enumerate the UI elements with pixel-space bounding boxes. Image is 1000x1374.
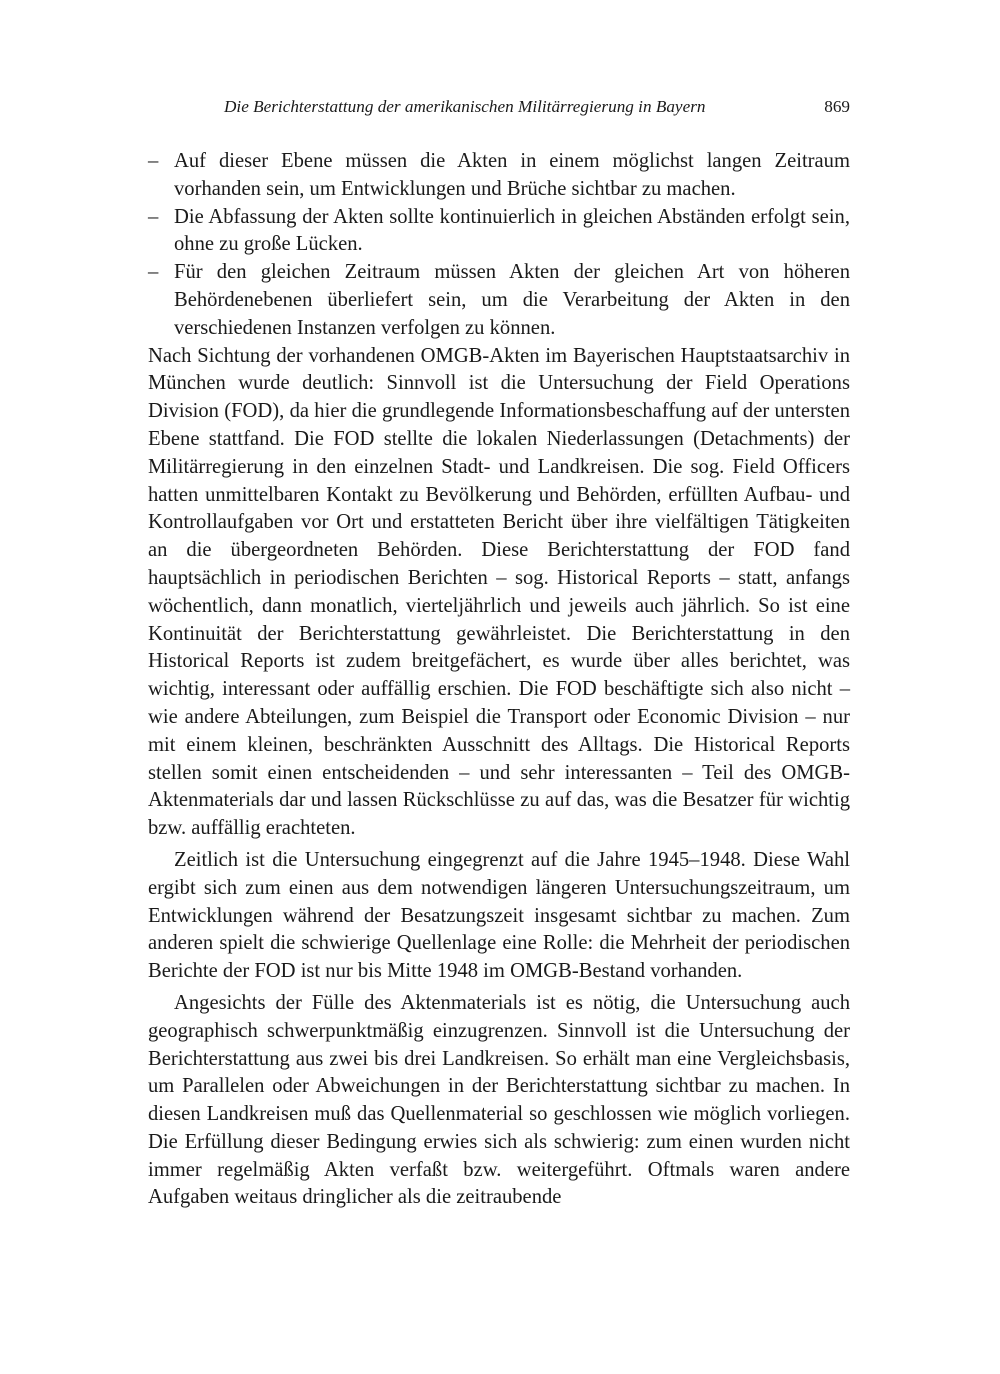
list-item	[148, 259, 850, 342]
dash-marker: –	[148, 150, 159, 172]
paragraph-time-frame: Zeitlich ist die Untersuchung eingegrenzt auf die Jahre 1945–1948. Diese Wahl ergibt sich zum einen aus dem notwendigen längeren Untersuchungszeitraum, um Entwicklungen während der Besatzungszeit insgesamt sichtbar zu machen. Zum anderen spielt die schwierige Quellenlage eine Rolle: die Mehrheit der periodischen Berichte der FOD ist nur bis Mitte 1948 im OMGB-Bestand vorhanden.	[148, 848, 850, 983]
dash-marker: –	[148, 261, 159, 284]
requirement-list	[148, 148, 850, 343]
dash-marker: –	[148, 205, 159, 228]
page-header	[148, 97, 850, 123]
list-item	[148, 204, 850, 260]
running-title: Die Berichterstattung der amerikanischen Militärregierung in Bayern	[224, 97, 706, 116]
list-item-text: Die Abfassung der Akten sollte kontinuierlich in gleichen Abständen erfolgt sein, ohne zu große Lücken.	[174, 205, 850, 256]
body-text	[148, 148, 850, 1212]
paragraph-fod: Nach Sichtung der vorhandenen OMGB-Akten im Bayerischen Hauptstaatsarchiv in München wurde deutlich: Sinnvoll ist die Untersuchung der Field Operations Division (FOD), da hier die grundlegende Informationsbeschaffung auf der untersten Ebene stattfand. Die FOD stellte die lokalen Niederlassungen (Detachments) der Militärregierung in den einzelnen Stadt- und Landkreisen. Die sog. Field Officers hatten unmittelbaren Kontakt zu Bevölkerung und Behörden, erfüllten Aufbau- und Kontrollaufgaben vor Ort und erstatteten Bericht über ihre vielfältigen Tätigkeiten an die übergeordneten Behörden. Diese Berichterstattung der FOD fand hauptsächlich in periodischen Berichten – sog. Historical Reports – statt, anfangs wöchentlich, dann monatlich, vierteljährlich und jeweils auch jährlich. So ist eine Kontinuität der Berichterstattung gewährleistet. Die Berichterstattung in den Historical Reports ist zudem breitgefächert, es wurde über alles berichtet, was wichtig, interessant oder auffällig erschien. Die FOD beschäftigte sich also nicht – wie andere Abteilungen, zum Beispiel die Transport oder Economic Division – nur mit einem kleinen, beschränkten Ausschnitt des Alltags. Die Historical Reports stellen somit einen entscheidenden – und sehr interessanten – Teil des OMGB-Aktenmaterials dar und lassen Rückschlüsse zu auf das, was die Besatzer für wichtig bzw. auffällig erachteten.	[148, 344, 850, 840]
list-item-text: Auf dieser Ebene müssen die Akten in einem möglichst langen Zeitraum vorhanden sein, um Entwicklungen und Brüche sichtbar zu machen.	[174, 150, 850, 200]
list-item-text: Für den gleichen Zeitraum müssen Akten der gleichen Art von höheren Behördenebenen überliefert sein, um die Verarbeitung der Akten in den verschiedenen Instanzen verfolgen zu können.	[174, 261, 850, 339]
page-number: 869	[824, 97, 850, 116]
paragraph-geography: Angesichts der Fülle des Aktenmaterials ist es nötig, die Untersuchung auch geographisch schwerpunktmäßig einzugrenzen. Sinnvoll ist die Untersuchung der Berichterstattung aus zwei bis drei Landkreisen. So erhält man eine Vergleichsbasis, um Parallelen oder Abweichungen in der Berichterstattung sichtbar zu machen. In diesen Landkreisen muß das Quellenmaterial so geschlossen wie möglich vorliegen. Die Erfüllung dieser Bedingung erwies sich als schwierig: zum einen wurden nicht immer regelmäßig Akten verfaßt bzw. weitergeführt. Oftmals waren andere Aufgaben weitaus dringlicher als die zeitraubende	[148, 991, 850, 1209]
list-item	[148, 148, 850, 204]
